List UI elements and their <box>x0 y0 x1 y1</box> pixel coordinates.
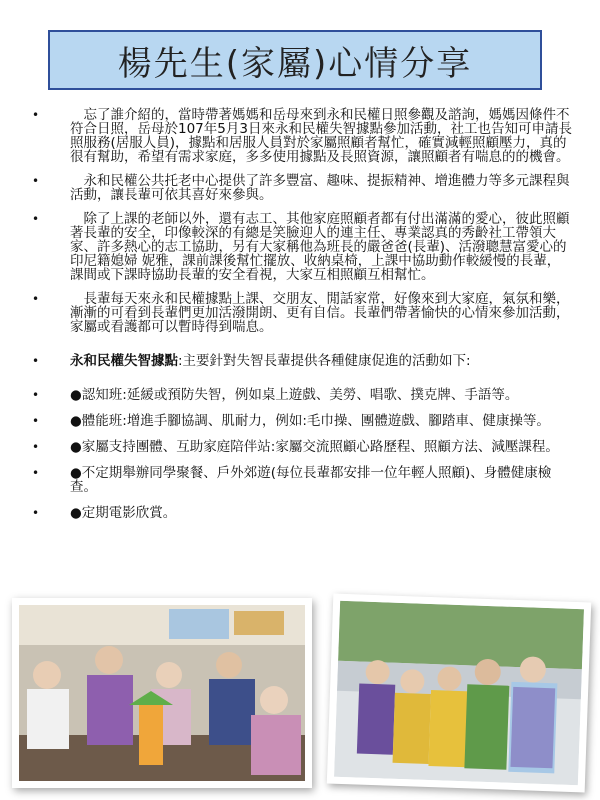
intro-item <box>32 354 572 368</box>
bullet-icon: • <box>32 354 40 368</box>
feature-text: ●體能班:增進手腳協調、肌耐力，例如:毛巾操、團體遊戲、腳踏車、健康操等。 <box>70 413 550 429</box>
intro-text: :主要針對失智長輩提供各種健康促進的活動如下: <box>178 353 471 369</box>
feature-item <box>32 414 572 428</box>
feature-item <box>32 466 572 494</box>
paragraph-item <box>32 212 572 282</box>
bullet-icon: • <box>32 108 40 122</box>
intro-bold-text: 永和民權失智據點 <box>70 353 178 369</box>
bullet-icon: • <box>32 506 40 520</box>
feature-item <box>32 506 572 520</box>
page-title: 楊先生(家屬)心情分享 <box>117 43 473 84</box>
bullet-icon: • <box>32 414 40 428</box>
activity-photo-scene <box>19 605 305 781</box>
feature-item <box>32 440 572 454</box>
feature-text: ●不定期舉辦同學聚餐、戶外郊遊(每位長輩都安排一位年輕人照顧)、身體健康檢查。 <box>70 465 552 495</box>
feature-item <box>32 388 572 402</box>
bullet-icon: • <box>32 466 40 480</box>
feature-text: ●定期電影欣賞。 <box>70 505 177 521</box>
paragraph-text: 永和民權公共托老中心提供了許多豐富、趣味、提振精神、增進體力等多元課程與活動，讓長輩可依其喜好來參與。 <box>70 173 570 203</box>
activity-photo <box>12 598 312 788</box>
group-photo <box>327 594 591 793</box>
paragraph-text: 忘了誰介紹的，當時帶著媽媽和岳母來到永和民權日照參觀及諮詢，媽媽因條件不符合日照，岳母於107年5月3日來永和民權失智據點參加活動，社工也告知可申請長照服務(居服人員)，據點和居服人員對於家屬照顧者幫忙，確實減輕照顧壓力，真的很有幫助，希望有需求家庭，多多使用據點及長照資源，讓照顧者有喘息的的機會。 <box>70 107 572 165</box>
bullet-icon: • <box>32 388 40 402</box>
bullet-icon: • <box>32 212 40 226</box>
paragraph-item <box>32 108 572 164</box>
bullet-icon: • <box>32 440 40 454</box>
bullet-icon: • <box>32 174 40 188</box>
content-list <box>32 108 572 532</box>
title-banner <box>48 30 542 90</box>
paragraph-text: 長輩每天來永和民權據點上課、交朋友、閒話家常，好像來到大家庭，氣氛和樂，漸漸的可看到長輩們更加活潑開朗、更有自信。長輩們帶著愉快的心情來參加活動，家屬或看護都可以暫時得到喘息。 <box>70 291 570 335</box>
paragraph-item <box>32 292 572 334</box>
feature-text: ●認知班:延緩或預防失智，例如桌上遊戲、美勞、唱歌、撲克牌、手語等。 <box>70 387 519 403</box>
bullet-icon: • <box>32 292 40 306</box>
feature-text: ●家屬支持團體、互助家庭陪伴站:家屬交流照顧心路歷程、照顧方法、減壓課程。 <box>70 439 559 455</box>
paragraph-text: 除了上課的老師以外，還有志工、其他家庭照顧者都有付出滿滿的愛心，彼此照顧著長輩的安全，印像較深的有總是笑臉迎人的連主任、專業認真的秀齡社工帶領大家、許多熱心的志工協助，另有大家稱他為班長的嚴爸爸(長輩)、活潑聰慧富愛心的印尼籍媳婦 妮雅，課前課後幫忙擺放、收納桌椅，上課中協助動作較緩慢的長輩，課間或下課時協助長輩的安全看視，大家互相照顧互相幫忙。 <box>70 211 570 283</box>
paragraph-item <box>32 174 572 202</box>
group-photo-scene <box>334 601 584 785</box>
